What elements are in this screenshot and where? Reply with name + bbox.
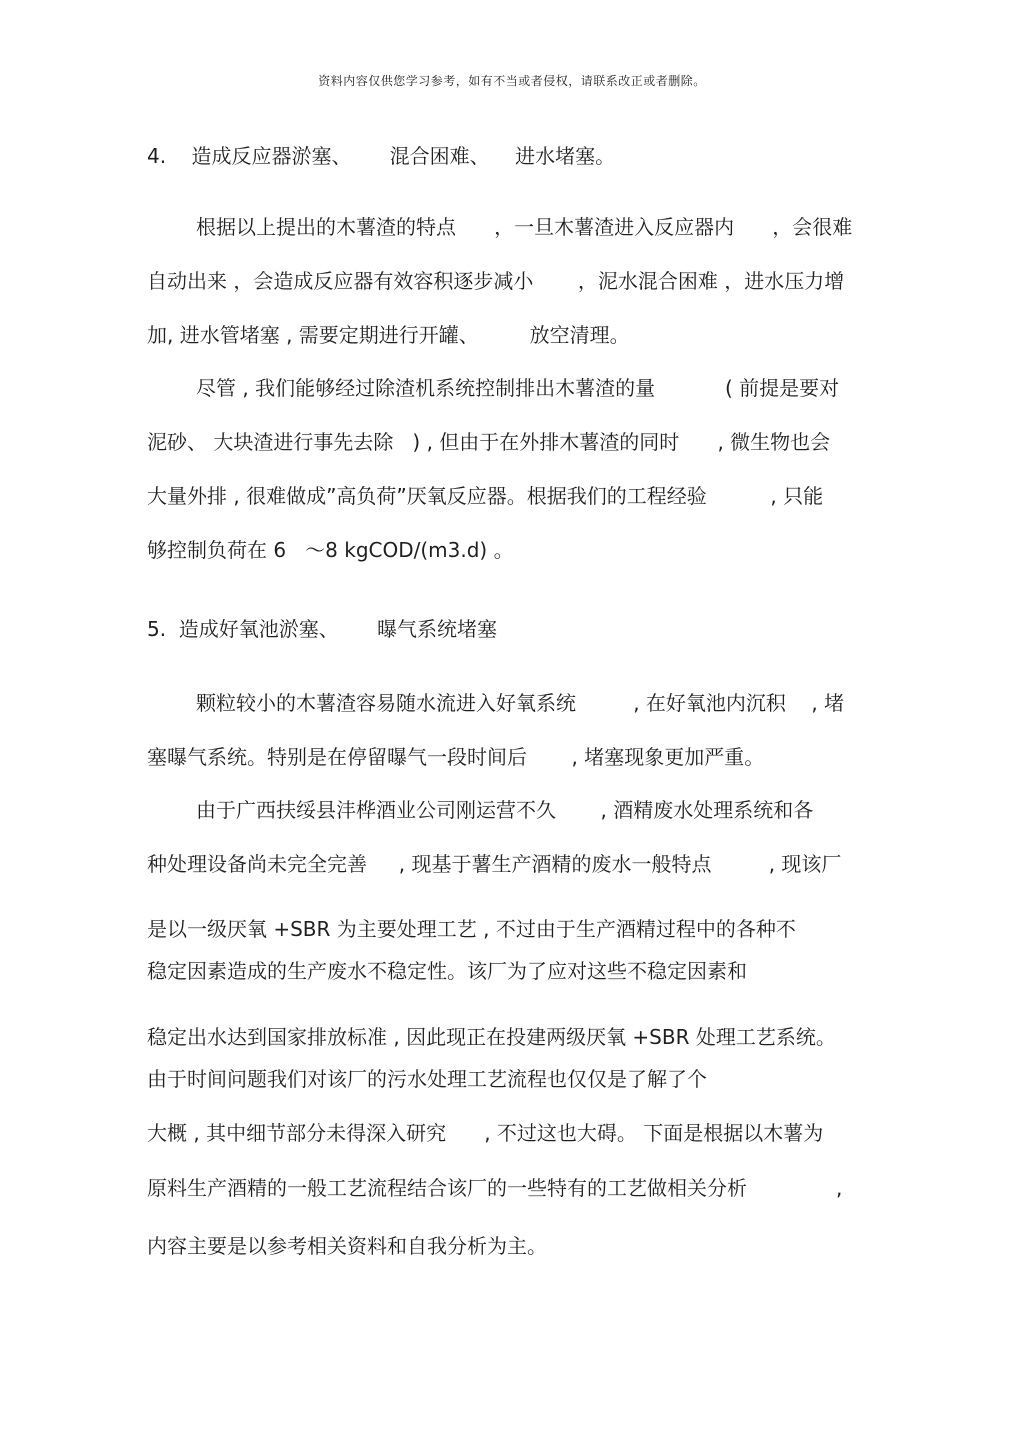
section-5-paragraph-2-line-8: 原料生产酒精的一般工艺流程结合该厂的一些特有的工艺做相关分析 , bbox=[147, 1176, 843, 1200]
section-4-heading: 4. 造成反应器淤塞、 混合困难、 进水堵塞。 bbox=[147, 144, 616, 168]
section-4-paragraph-1-line-3: 加, 进水管堵塞 , 需要定期进行开罐、 放空清理。 bbox=[147, 323, 630, 347]
section-5-paragraph-2-line-4: 稳定因素造成的生产废水不稳定性。该厂为了应对这些不稳定因素和 bbox=[147, 959, 747, 983]
section-5-paragraph-2-line-1: 由于广西扶绥县沣桦酒业公司刚运营不久 , 酒精废水处理系统和各 bbox=[196, 798, 814, 822]
section-5-paragraph-2-line-2: 种处理设备尚未完全完善 , 现基于薯生产酒精的废水一般特点 , 现该厂 bbox=[147, 852, 842, 876]
section-4-paragraph-1-line-2: 自动出来 ，会造成反应器有效容积逐步减小 ，泥水混合困难 ，进水压力增 bbox=[147, 269, 845, 293]
section-5-paragraph-1-line-2: 塞曝气系统。特别是在停留曝气一段时间后 , 堵塞现象更加严重。 bbox=[147, 745, 765, 769]
section-5-paragraph-2-line-5: 稳定出水达到国家排放标准 , 因此现正在投建两级厌氧 +SBR 处理工艺系统。 bbox=[147, 1025, 836, 1049]
header-notice: 资料内容仅供您学习参考，如有不当或者侵权，请联系改正或者删除。 bbox=[318, 74, 706, 88]
section-4-paragraph-1-line-1: 根据以上提出的木薯渣的特点 ，一旦木薯渣进入反应器内 ，会很难 bbox=[196, 215, 853, 239]
section-4-paragraph-2-line-1: 尽管 , 我们能够经过除渣机系统控制排出木薯渣的量 ( 前提是要对 bbox=[196, 376, 840, 400]
section-4-paragraph-2-line-2: 泥砂、 大块渣进行事先去除 ) , 但由于在外排木薯渣的同时 , 微生物也会 bbox=[147, 430, 831, 454]
section-5-paragraph-1-line-1: 颗粒较小的木薯渣容易随水流进入好氧系统 , 在好氧池内沉积 , 堵 bbox=[196, 691, 845, 715]
section-5-paragraph-2-line-7: 大概 , 其中细节部分未得深入研究 , 不过这也大碍。 下面是根据以木薯为 bbox=[147, 1121, 824, 1145]
section-4-paragraph-2-line-4: 够控制负荷在 6 ～8 kgCOD/(m3.d) 。 bbox=[147, 538, 514, 562]
section-5-paragraph-2-line-6: 由于时间问题我们对该厂的污水处理工艺流程也仅仅是了解了个 bbox=[147, 1067, 707, 1091]
section-5-paragraph-2-line-3: 是以一级厌氧 +SBR 为主要处理工艺 , 不过由于生产酒精过程中的各种不 bbox=[147, 917, 796, 941]
section-5-heading: 5. 造成好氧池淤塞、 曝气系统堵塞 bbox=[147, 617, 497, 641]
section-4-paragraph-2-line-3: 大量外排 , 很难做成”高负荷”厌氧反应器。根据我们的工程经验 , 只能 bbox=[147, 484, 824, 508]
section-5-paragraph-2-line-9: 内容主要是以参考相关资料和自我分析为主。 bbox=[147, 1234, 547, 1258]
